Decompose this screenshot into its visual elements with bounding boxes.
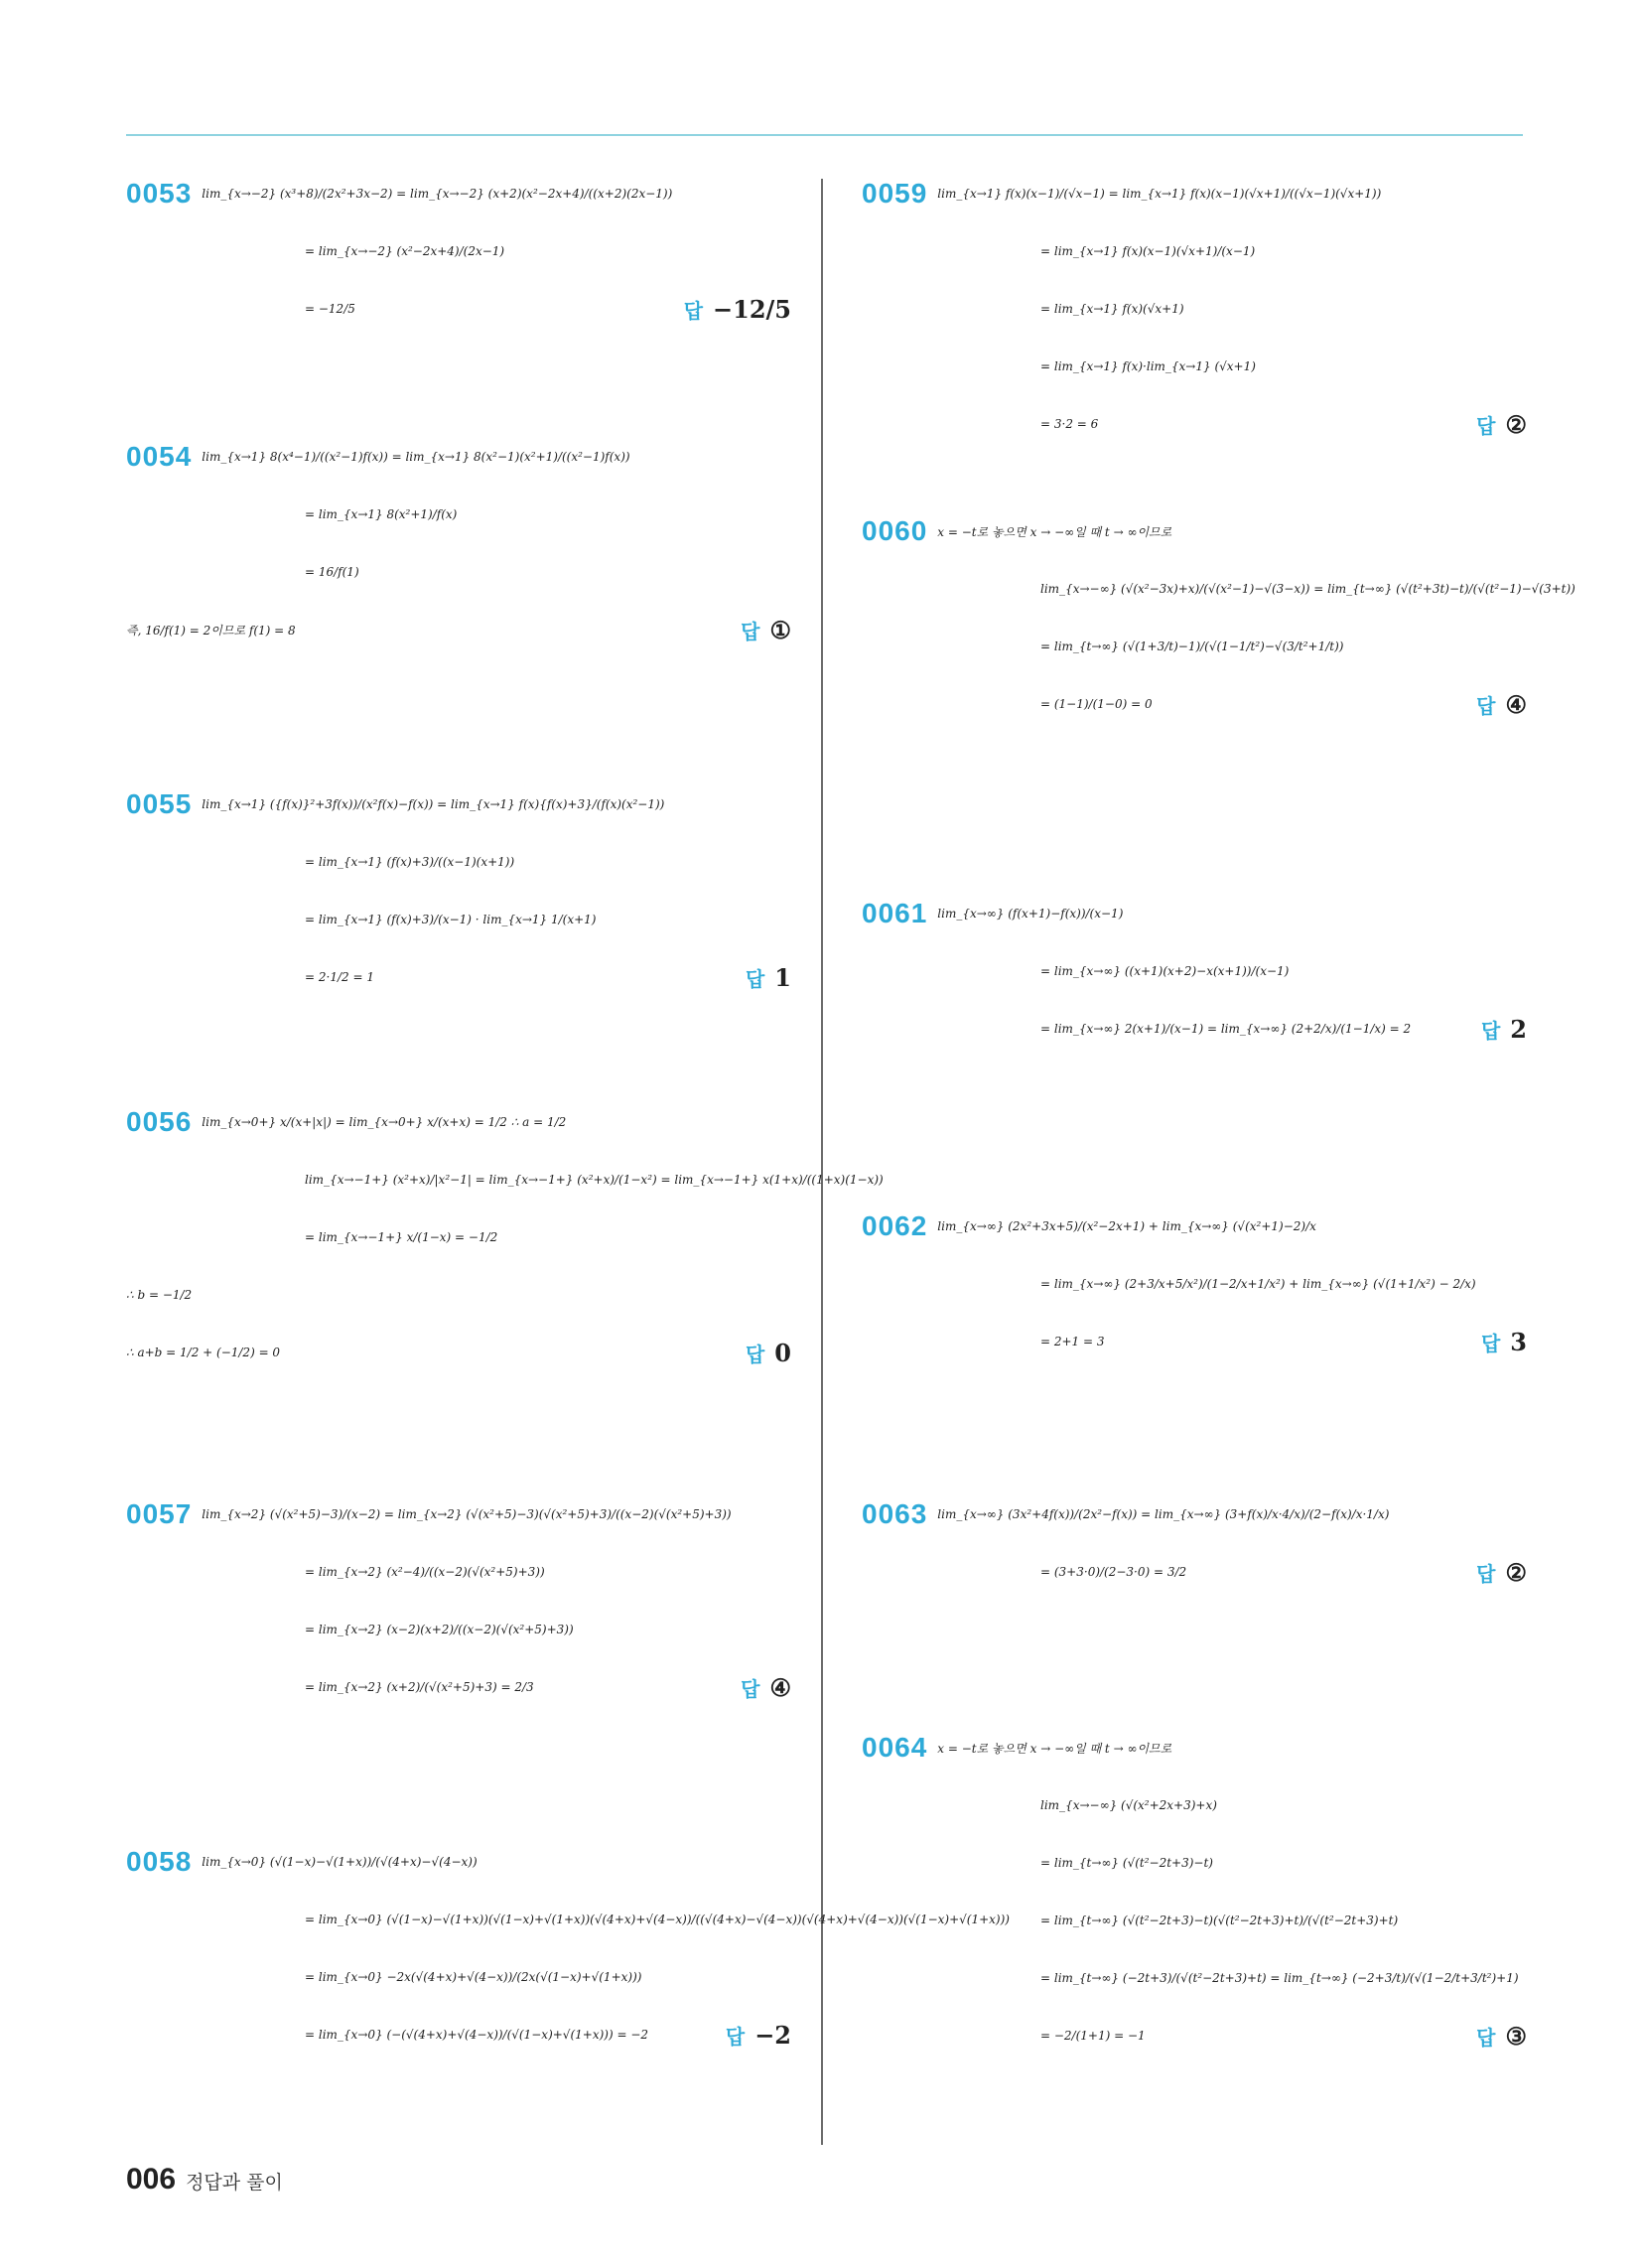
- answer: [1481, 1015, 1527, 1044]
- solution-line: [126, 231, 791, 271]
- solution-line: [126, 1217, 791, 1257]
- problem-0058: [126, 1842, 1010, 2072]
- problem-number: 0053: [126, 178, 193, 209]
- answer: [741, 1673, 791, 1702]
- problem-0061: [862, 894, 1527, 1066]
- answer-value: ④: [1505, 689, 1527, 719]
- math-expression: = 2+1 = 3: [1040, 1335, 1105, 1348]
- math-expression: = lim_{x→2} (x+2)/(√(x²+5)+3) = 2/3: [305, 1680, 534, 1694]
- problem-0062: [862, 1206, 1527, 1379]
- math-expression: = lim_{t→∞} (√(1+3/t)−1)/(√(1−1/t²)−√(3/t²+1/t)): [1040, 639, 1344, 653]
- solution-line: [126, 1610, 791, 1649]
- problem-number: 0057: [126, 1498, 193, 1529]
- solution-line: [862, 894, 1527, 933]
- problem-number: 0060: [862, 515, 928, 546]
- answer-value: 3: [1510, 1327, 1527, 1356]
- math-expression: = lim_{x→1} 8(x²+1)/f(x): [305, 507, 458, 521]
- math-expression: = lim_{t→∞} (−2t+3)/(√(t²−2t+3)+t) = lim_{t→∞} (−2+3/t)/(√(1−2/t+3/t²)+1): [1040, 1971, 1519, 1985]
- math-expression: = lim_{x→∞} 2(x+1)/(x−1) = lim_{x→∞} (2+2/x)/(1−1/x) = 2: [1040, 1022, 1412, 1036]
- solution-line: [126, 784, 791, 824]
- math-expression: lim_{x→∞} (f(x+1)−f(x))/(x−1): [937, 907, 1124, 921]
- math-expression: lim_{x→−2} (x³+8)/(2x²+3x−2) = lim_{x→−2} (x+2)(x²−2x+4)/((x+2)(2x−1)): [202, 187, 673, 201]
- problem-0064: [862, 1728, 1527, 2073]
- answer-value: ②: [1505, 409, 1527, 439]
- solution-line: [862, 1322, 1527, 1361]
- answer-label: 답: [1480, 1331, 1501, 1355]
- math-expression: = 3·2 = 6: [1040, 417, 1099, 431]
- math-expression: = lim_{x→1} (f(x)+3)/(x−1) · lim_{x→1} 1/(x+1): [305, 913, 597, 926]
- solution-line: [126, 957, 791, 997]
- math-expression: lim_{x→1} ({f(x)}²+3f(x))/(x²f(x)−f(x)) = lim_{x→1} f(x){f(x)+3}/(f(x)(x²−1)): [202, 797, 665, 811]
- math-expression: = lim_{x→∞} (2+3/x+5/x²)/(1−2/x+1/x²) + lim_{x→∞} (√(1+1/x²) − 2/x): [1040, 1277, 1476, 1291]
- solution-line: [862, 684, 1527, 724]
- answer: [684, 295, 791, 324]
- math-expression: = lim_{x→1} f(x)·lim_{x→1} (√x+1): [1040, 359, 1256, 373]
- math-expression: lim_{x→1} f(x)(x−1)/(√x−1) = lim_{x→1} f(x)(x−1)(√x+1)/((√x−1)(√x+1)): [937, 187, 1382, 201]
- solution-line: [862, 347, 1527, 386]
- math-expression: = (3+3·0)/(2−3·0) = 3/2: [1040, 1565, 1187, 1579]
- math-expression: = −2/(1+1) = −1: [1040, 2029, 1146, 2043]
- math-expression: = lim_{x→2} (x²−4)/((x−2)(√(x²+5)+3)): [305, 1565, 545, 1579]
- answer: [726, 2021, 791, 2050]
- page-footer: [126, 2163, 283, 2197]
- math-expression: = lim_{x→∞} ((x+1)(x+2)−x(x+1))/(x−1): [1040, 964, 1290, 978]
- answer-label: 답: [1476, 413, 1496, 438]
- solution-line: [862, 1494, 1527, 1534]
- problem-0057: [126, 1494, 791, 1725]
- answer-value: ①: [769, 615, 791, 644]
- math-expression: x = −t로 놓으면 x → −∞일 때 t → ∞이므로: [937, 524, 1172, 539]
- solution-line: [126, 1494, 791, 1534]
- answer-label: 답: [1476, 1561, 1496, 1586]
- answer: [1476, 410, 1527, 439]
- problem-number: 0054: [126, 441, 193, 472]
- solution-line: [126, 1842, 791, 1882]
- column-divider: [821, 179, 823, 2145]
- solution-line: [862, 1728, 1527, 1768]
- math-expression: = lim_{x→−1+} x/(1−x) = −1/2: [305, 1230, 498, 1244]
- answer-label: 답: [725, 2024, 746, 2049]
- answer-value: 2: [1510, 1014, 1527, 1044]
- solution-line: [126, 437, 791, 477]
- math-expression: = lim_{x→0} (√(1−x)−√(1+x))(√(1−x)+√(1+x))(√(4+x)+√(4−x))/((√(4+x)−√(4−x))(√(4+x)+√(4−x))(√(1−x)+√(1+x))): [305, 1913, 1010, 1926]
- math-expression: lim_{x→−∞} (√(x²+2x+3)+x): [1040, 1798, 1217, 1812]
- problem-number: 0059: [862, 178, 928, 209]
- math-expression: = lim_{x→1} f(x)(x−1)(√x+1)/(x−1): [1040, 244, 1256, 258]
- answer-label: 답: [745, 1342, 765, 1366]
- problem-0059: [862, 174, 1527, 462]
- problem-0053: [126, 174, 791, 347]
- solution-line: [862, 1785, 1527, 1825]
- solution-line: [862, 289, 1527, 329]
- math-expression: 즉, 16/f(1) = 2이므로 f(1) = 8: [126, 623, 296, 638]
- problem-0056: [126, 1102, 884, 1390]
- problem-number: 0055: [126, 788, 193, 819]
- solution-line: [862, 951, 1527, 991]
- footer-title: 정답과 풀이: [186, 2172, 283, 2194]
- answer-value: −12/5: [713, 294, 791, 324]
- solution-line: [126, 2015, 791, 2055]
- answer-value: −2: [754, 2020, 791, 2050]
- math-expression: = (1−1)/(1−0) = 0: [1040, 697, 1153, 711]
- solution-line: [862, 627, 1527, 666]
- math-expression: = lim_{x→−2} (x²−2x+4)/(2x−1): [305, 244, 505, 258]
- problem-number: 0061: [862, 898, 928, 928]
- math-expression: lim_{x→−1+} (x²+x)/|x²−1| = lim_{x→−1+} (x²+x)/(1−x²) = lim_{x→−1+} x(1+x)/((1+x)(1−x)): [305, 1173, 884, 1187]
- solution-line: [126, 174, 791, 213]
- solution-line: [862, 1206, 1527, 1246]
- math-expression: ∴ a+b = 1/2 + (−1/2) = 0: [126, 1346, 281, 1359]
- math-expression: = 2·1/2 = 1: [305, 970, 374, 984]
- solution-line: [862, 404, 1527, 444]
- solution-line: [126, 1102, 791, 1142]
- answer-label: 답: [741, 619, 760, 643]
- answer-label: 답: [1476, 693, 1496, 718]
- solution-line: [862, 2016, 1527, 2055]
- solution-line: [126, 1275, 791, 1315]
- math-expression: = −12/5: [305, 302, 355, 316]
- answer-value: 1: [774, 962, 791, 992]
- problem-0054: [126, 437, 791, 667]
- solution-line: [126, 495, 791, 534]
- solution-line: [862, 1843, 1527, 1883]
- math-expression: = lim_{t→∞} (√(t²−2t+3)−t): [1040, 1856, 1213, 1870]
- problem-number: 0064: [862, 1732, 928, 1763]
- solution-line: [862, 1264, 1527, 1304]
- solution-line: [862, 231, 1527, 271]
- answer: [1476, 1558, 1527, 1587]
- math-expression: lim_{x→0+} x/(x+|x|) = lim_{x→0+} x/(x+x) = 1/2 ∴ a = 1/2: [202, 1115, 567, 1129]
- math-expression: ∴ b = −1/2: [126, 1288, 193, 1302]
- math-expression: lim_{x→1} 8(x⁴−1)/((x²−1)f(x)) = lim_{x→1} 8(x²−1)(x²+1)/((x²−1)f(x)): [202, 450, 630, 464]
- math-expression: lim_{x→−∞} (√(x²−3x)+x)/(√(x²−1)−√(3−x)) = lim_{t→∞} (√(t²+3t)−t)/(√(t²−1)−√(3+t)): [1040, 582, 1575, 596]
- math-expression: lim_{x→0} (√(1−x)−√(1+x))/(√(4+x)−√(4−x)): [202, 1855, 478, 1869]
- math-expression: x = −t로 놓으면 x → −∞일 때 t → ∞이므로: [937, 1741, 1172, 1756]
- math-expression: = lim_{x→1} f(x)(√x+1): [1040, 302, 1184, 316]
- answer-label: 답: [683, 298, 704, 323]
- answer: [1476, 2022, 1527, 2051]
- problem-number: 0056: [126, 1106, 193, 1137]
- solution-line: [862, 1009, 1527, 1049]
- answer: [1481, 1328, 1527, 1356]
- solution-line: [862, 1958, 1527, 1998]
- solution-line: [862, 511, 1527, 551]
- answer-value: ④: [769, 1672, 791, 1702]
- solution-line: [862, 1901, 1527, 1940]
- solution-line: [126, 1333, 791, 1372]
- math-expression: lim_{x→2} (√(x²+5)−3)/(x−2) = lim_{x→2} (√(x²+5)−3)(√(x²+5)+3)/((x−2)(√(x²+5)+3)): [202, 1507, 732, 1521]
- problem-number: 0062: [862, 1210, 928, 1241]
- answer-label: 답: [745, 966, 765, 991]
- solution-line: [126, 842, 791, 882]
- answer-value: ②: [1505, 1557, 1527, 1587]
- problem-0055: [126, 784, 791, 1015]
- answer: [746, 963, 791, 992]
- answer-value: ③: [1505, 2021, 1527, 2051]
- math-expression: = lim_{x→1} (f(x)+3)/((x−1)(x+1)): [305, 855, 515, 869]
- solution-line: [126, 552, 791, 592]
- answer-label: 답: [741, 1676, 760, 1701]
- answer: [741, 616, 791, 644]
- solution-line: [126, 289, 791, 329]
- solution-line: [126, 610, 791, 649]
- problem-number: 0058: [126, 1846, 193, 1877]
- solution-line: [126, 1900, 1010, 1939]
- answer-value: 0: [774, 1338, 791, 1367]
- answer: [1476, 690, 1527, 719]
- math-expression: lim_{x→∞} (3x²+4f(x))/(2x²−f(x)) = lim_{x→∞} (3+f(x)/x·4/x)/(2−f(x)/x·1/x): [937, 1507, 1390, 1521]
- math-expression: = lim_{x→0} (−(√(4+x)+√(4−x))/(√(1−x)+√(1+x))) = −2: [305, 2028, 649, 2042]
- answer-label: 답: [1480, 1018, 1501, 1043]
- top-rule: [126, 134, 1523, 136]
- math-expression: = lim_{x→2} (x−2)(x+2)/((x−2)(√(x²+5)+3)): [305, 1623, 574, 1636]
- solution-line: [126, 1667, 791, 1707]
- problem-number: 0063: [862, 1498, 928, 1529]
- solution-line: [126, 1552, 791, 1592]
- solution-line: [126, 1957, 791, 1997]
- solution-line: [862, 174, 1527, 213]
- problem-0060: [862, 511, 1575, 742]
- solution-line: [126, 1160, 884, 1200]
- solution-line: [862, 569, 1575, 609]
- page-number: 006: [126, 2163, 177, 2196]
- math-expression: = lim_{t→∞} (√(t²−2t+3)−t)(√(t²−2t+3)+t)/(√(t²−2t+3)+t): [1040, 1914, 1399, 1927]
- math-expression: = 16/f(1): [305, 565, 359, 579]
- math-expression: lim_{x→∞} (2x²+3x+5)/(x²−2x+1) + lim_{x→∞} (√(x²+1)−2)/x: [937, 1219, 1316, 1233]
- answer-label: 답: [1476, 2025, 1496, 2050]
- math-expression: = lim_{x→0} −2x(√(4+x)+√(4−x))/(2x(√(1−x)+√(1+x))): [305, 1970, 642, 1984]
- answer: [746, 1339, 791, 1367]
- problem-0063: [862, 1494, 1527, 1610]
- solution-line: [126, 900, 791, 939]
- solution-line: [862, 1552, 1527, 1592]
